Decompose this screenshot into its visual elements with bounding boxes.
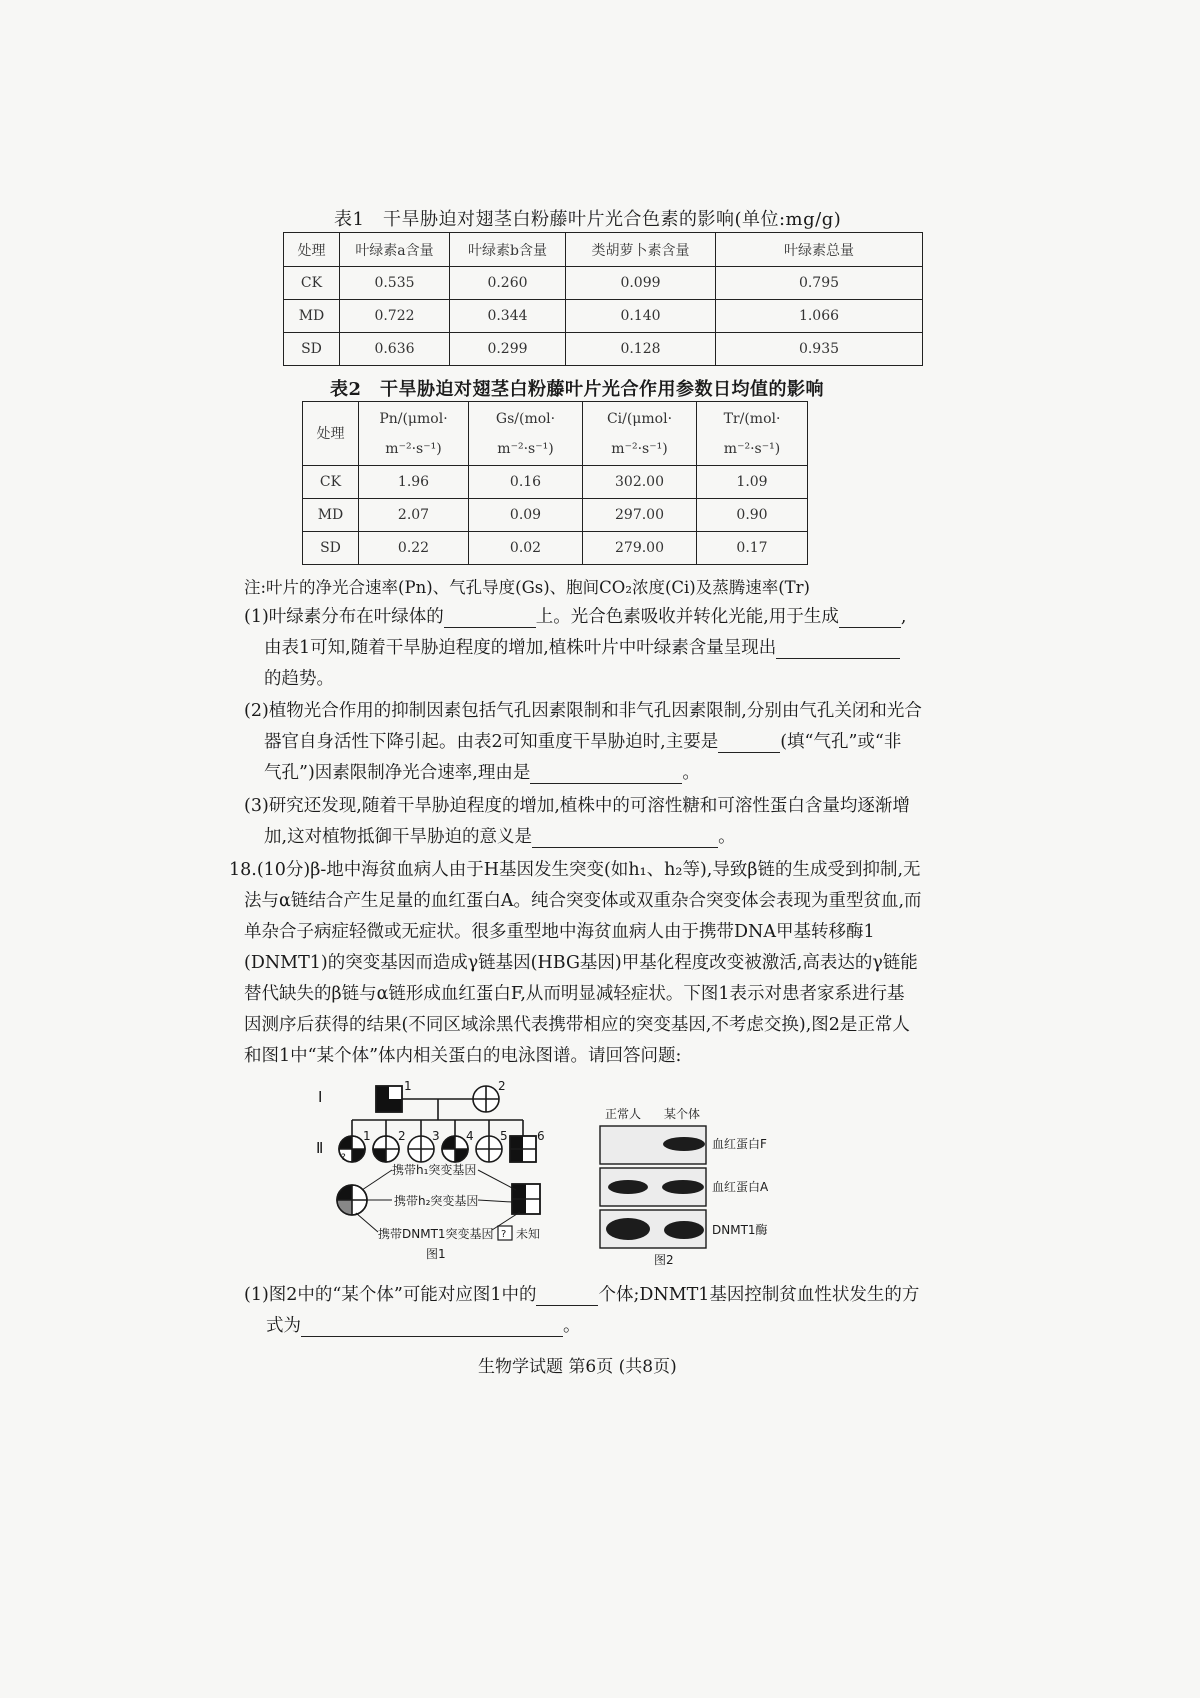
t2-header-unit: m⁻²·s⁻¹) — [611, 440, 668, 457]
q18-line: 18.(10分)β-地中海贫血病人由于H基因发生突变(如h₁、h₂等),导致β链的生成受到抑制,无 — [229, 860, 921, 880]
q18-1-text: (1)图2中的“某个体”可能对应图1中的 — [244, 1285, 537, 1305]
t1-cell: 0.344 — [450, 300, 566, 333]
t2-cell: 1.96 — [359, 466, 469, 499]
t2-cell: 2.07 — [359, 499, 469, 532]
t2-cell: 297.00 — [583, 499, 697, 532]
t1-cell: 0.299 — [450, 333, 566, 366]
t2-header-unit: m⁻²·s⁻¹) — [385, 440, 442, 457]
blot-band — [664, 1221, 704, 1239]
t1-cell: SD — [284, 333, 340, 366]
table1 — [283, 232, 923, 366]
table-row — [303, 499, 808, 532]
blot-band — [663, 1137, 705, 1151]
answer-blank[interactable] — [532, 829, 718, 848]
q1-text: 由表1可知,随着干旱胁迫程度的增加,植株叶片中叶绿素含量呈现出 — [264, 638, 777, 658]
t1-cell: 0.128 — [566, 333, 716, 366]
blot-band — [662, 1180, 704, 1194]
q18-1-text: 。 — [563, 1316, 581, 1336]
blot-row-label: 血红蛋白A — [712, 1180, 769, 1194]
t1-cell: 0.722 — [340, 300, 450, 333]
q2-text: 器官自身活性下降引起。由表2可知重度干旱胁迫时,主要是 — [264, 732, 719, 752]
t2-header-cell — [583, 402, 697, 466]
table-row — [284, 267, 923, 300]
question-3-line-2 — [264, 823, 736, 848]
pedigree-female-ii4 — [442, 1136, 468, 1162]
t2-header-cell — [469, 402, 583, 466]
question-1-line-2 — [264, 634, 900, 659]
table2-caption: 表2 干旱胁迫对翅茎白粉藤叶片光合作用参数日均值的影响 — [330, 379, 825, 400]
q18-line: 和图1中“某个体”体内相关蛋白的电泳图谱。请回答问题: — [244, 1046, 682, 1066]
t1-cell: 0.535 — [340, 267, 450, 300]
t2-header: Ci/(μmol· — [606, 410, 673, 427]
q1-text: 上。光合色素吸收并转化光能,用于生成 — [535, 607, 839, 627]
answer-blank[interactable] — [301, 1318, 563, 1337]
pedigree-female-ii5 — [476, 1136, 502, 1162]
answer-blank[interactable] — [776, 640, 900, 659]
question-3-line-1: (3)研究还发现,随着干旱胁迫程度的增加,植株中的可溶性糖和可溶性蛋白含量均逐渐增 — [244, 796, 910, 816]
answer-blank[interactable] — [530, 765, 682, 784]
answer-blank[interactable] — [718, 734, 780, 753]
t2-header: 处理 — [303, 402, 359, 466]
t1-cell: 1.066 — [716, 300, 923, 333]
q2-text: (填“气孔”或“非 — [780, 732, 902, 752]
t2-cell: 0.16 — [469, 466, 583, 499]
question-1-line-3: 的趋势。 — [264, 669, 334, 689]
t2-header-cell — [359, 402, 469, 466]
t1-header: 处理 — [284, 233, 340, 267]
answer-blank[interactable] — [536, 1287, 598, 1306]
pedigree-male-i1 — [376, 1086, 402, 1112]
pedigree-female-ii2 — [373, 1136, 399, 1162]
q3-text: 加,这对植物抵御干旱胁迫的意义是 — [264, 827, 533, 847]
q1-text: , — [900, 607, 907, 627]
legend-label: 未知 — [516, 1227, 541, 1241]
table2 — [302, 401, 808, 565]
q18-line: 替代缺失的β链与α链形成血红蛋白F,从而明显减轻症状。下图1表示对患者家系进行基 — [244, 984, 905, 1004]
t1-cell: 0.140 — [566, 300, 716, 333]
table-row — [284, 333, 923, 366]
pedigree-number: 6 — [537, 1129, 545, 1143]
pedigree-figure — [300, 1075, 580, 1275]
generation-label: Ⅱ — [316, 1139, 324, 1157]
pedigree-number: 3 — [432, 1129, 440, 1143]
t2-cell: 1.09 — [697, 466, 808, 499]
q18-1-line-2 — [266, 1312, 581, 1337]
t1-cell: 0.795 — [716, 267, 923, 300]
t2-cell: MD — [303, 499, 359, 532]
t2-cell: 302.00 — [583, 466, 697, 499]
t2-header: Tr/(mol· — [723, 410, 781, 427]
legend-label: 携带DNMT1突变基因 — [378, 1227, 494, 1241]
t2-header: Gs/(mol· — [495, 410, 556, 427]
blot-band — [608, 1180, 648, 1194]
pedigree-female-ii1 — [339, 1136, 365, 1163]
blot-column-label: 正常人 — [605, 1107, 642, 1121]
electrophoresis-figure — [590, 1098, 800, 1270]
pedigree-number: 2 — [498, 1079, 506, 1093]
q18-line: 法与α链结合产生足量的血红蛋白A。纯合突变体或双重杂合突变体会表现为重型贫血,而 — [244, 891, 922, 911]
table-row — [284, 300, 923, 333]
q2-text: 气孔”)因素限制净光合速率,理由是 — [264, 763, 531, 783]
blot-row-label: DNMT1酶 — [712, 1223, 768, 1237]
answer-blank[interactable] — [444, 609, 536, 628]
question-2-line-3 — [264, 759, 700, 784]
t1-header: 叶绿素a含量 — [340, 233, 450, 267]
t1-cell: MD — [284, 300, 340, 333]
pedigree-number: 1 — [404, 1079, 412, 1093]
t2-header-unit: m⁻²·s⁻¹) — [723, 440, 781, 457]
t1-cell: 0.099 — [566, 267, 716, 300]
q18-line: 因测序后获得的结果(不同区域涂黑代表携带相应的突变基因,不考虑交换),图2是正常人 — [244, 1015, 910, 1035]
q3-text: 。 — [718, 827, 736, 847]
page-footer: 生物学试题 第6页 (共8页) — [478, 1357, 677, 1377]
question-2-line-1: (2)植物光合作用的抑制因素包括气孔因素限制和非气孔因素限制,分别由气孔关闭和光合 — [244, 701, 922, 721]
t2-cell: CK — [303, 466, 359, 499]
t2-header-unit: m⁻²·s⁻¹) — [497, 440, 554, 457]
question-1-line-1 — [244, 603, 906, 628]
figure-caption: 图1 — [426, 1247, 446, 1261]
question-2-line-2 — [264, 728, 901, 753]
table-row — [303, 532, 808, 565]
figure-caption: 图2 — [654, 1253, 674, 1267]
blot-row-label: 血红蛋白F — [712, 1137, 767, 1151]
t1-cell: 0.260 — [450, 267, 566, 300]
t2-cell: 0.22 — [359, 532, 469, 565]
q18-line: 单杂合子病症轻微或无症状。很多重型地中海贫血病人由于携带DNA甲基转移酶1 — [244, 922, 875, 942]
table1-caption: 表1 干旱胁迫对翅茎白粉藤叶片光合色素的影响(单位:mg/g) — [334, 209, 842, 230]
t1-cell: 0.935 — [716, 333, 923, 366]
q18-1-line-1 — [244, 1281, 919, 1306]
t2-cell: 0.09 — [469, 499, 583, 532]
t1-header: 叶绿素总量 — [716, 233, 923, 267]
pedigree-male-ii6 — [510, 1136, 536, 1162]
table-row — [303, 466, 808, 499]
blot-band — [606, 1218, 650, 1240]
q1-text: (1)叶绿素分布在叶绿体的 — [244, 607, 444, 627]
pedigree-number: 4 — [466, 1129, 474, 1143]
q18-1-text: 式为 — [266, 1316, 301, 1336]
generation-label: I — [318, 1088, 323, 1106]
legend-label: 携带h₁突变基因 — [392, 1163, 477, 1177]
legend-label: 携带h₂突变基因 — [394, 1194, 479, 1208]
pedigree-number: 1 — [363, 1129, 371, 1143]
t1-header: 叶绿素b含量 — [450, 233, 566, 267]
unknown-mark: ? — [341, 1153, 346, 1163]
t2-header: Pn/(μmol· — [379, 410, 448, 427]
pedigree-female-i2 — [473, 1086, 499, 1112]
q2-text: 。 — [682, 763, 700, 783]
pedigree-female-ii3 — [408, 1136, 434, 1162]
legend-male-symbol — [512, 1184, 540, 1214]
t2-cell: SD — [303, 532, 359, 565]
q18-1-text: 个体;DNMT1基因控制贫血性状发生的方 — [598, 1285, 920, 1305]
t1-header: 类胡萝卜素含量 — [566, 233, 716, 267]
t2-header-cell — [697, 402, 808, 466]
t1-cell: 0.636 — [340, 333, 450, 366]
table-note: 注:叶片的净光合速率(Pn)、气孔导度(Gs)、胞间CO₂浓度(Ci)及蒸腾速率(Tr) — [244, 578, 810, 597]
t2-cell: 279.00 — [583, 532, 697, 565]
t1-cell: CK — [284, 267, 340, 300]
t2-cell: 0.90 — [697, 499, 808, 532]
pedigree-number: 2 — [398, 1129, 406, 1143]
q18-line: (DNMT1)的突变基因而造成γ链基因(HBG基因)甲基化程度改变被激活,高表达的γ链能 — [244, 953, 918, 973]
answer-blank[interactable] — [839, 609, 901, 628]
t2-cell: 0.02 — [469, 532, 583, 565]
pedigree-number: 5 — [500, 1129, 508, 1143]
t2-cell: 0.17 — [697, 532, 808, 565]
blot-column-label: 某个体 — [664, 1107, 701, 1121]
unknown-mark: ? — [501, 1229, 507, 1240]
